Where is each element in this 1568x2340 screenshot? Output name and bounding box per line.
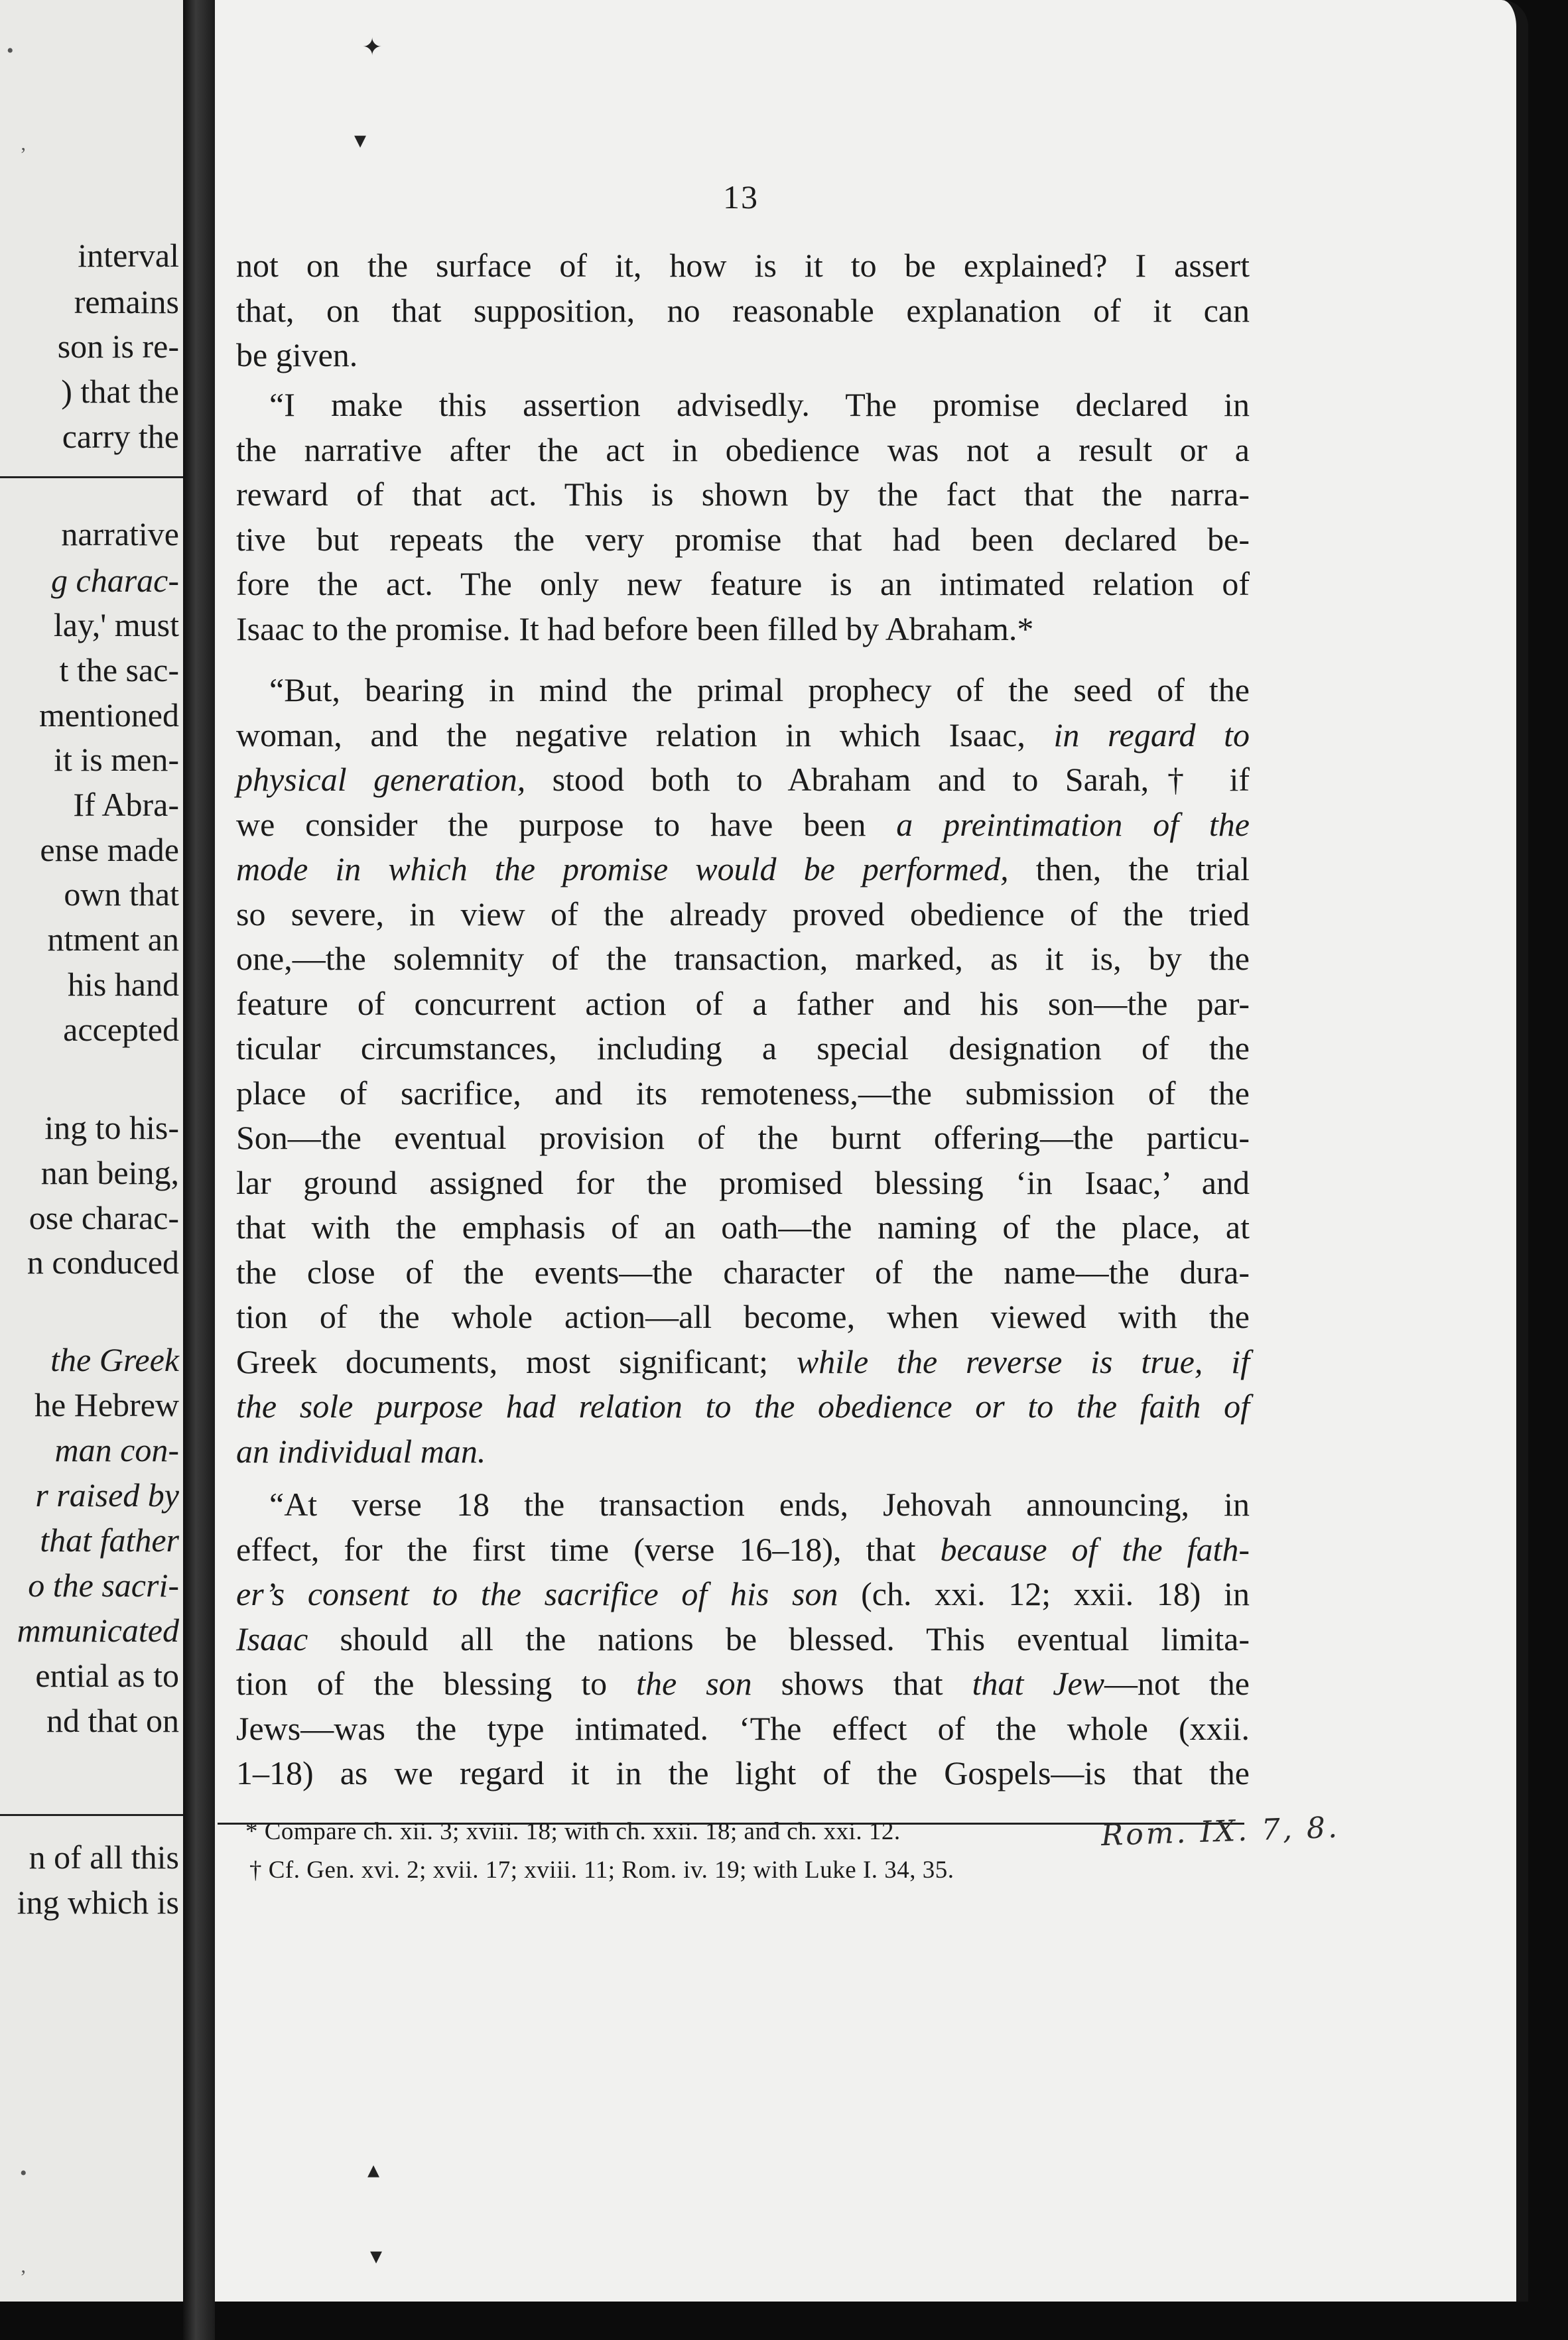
text-line <box>236 849 1250 889</box>
left-page-line: own that <box>64 876 179 913</box>
text-line <box>236 335 358 375</box>
text-line <box>269 670 1250 710</box>
margin-speck: ‚ <box>20 2255 27 2277</box>
text-line <box>236 1753 1250 1793</box>
text-line <box>236 1297 1250 1336</box>
left-page-line: man con- <box>54 1431 179 1468</box>
text-line <box>236 1709 1250 1748</box>
text-run: the close of the events—the character of the name—the dura- <box>236 1253 1250 1291</box>
italic-run: an individual man. <box>236 1432 486 1470</box>
text-run: tion of the blessing to <box>236 1665 637 1702</box>
left-page-line: If Abra- <box>73 786 179 823</box>
left-page-line: ential as to <box>35 1657 179 1694</box>
margin-speck: ‚ <box>20 133 27 155</box>
text-run: tive but repeats the very promise that had been declared be- <box>236 520 1250 558</box>
left-page-line: ntment an <box>47 921 179 958</box>
text-line <box>236 1574 1250 1614</box>
text-run: that, on that supposition, no reasonable explanation of it can <box>236 291 1250 329</box>
footnote-1: * Compare ch. xii. 3; xviii. 18; with ch. xxii. 18; and ch. xxi. 12. <box>245 1818 901 1845</box>
text-line <box>236 894 1250 934</box>
left-page-line: mentioned <box>38 696 179 734</box>
text-run: should all the nations be blessed. This eventual limita- <box>308 1620 1250 1658</box>
left-page-line: o the sacri- <box>28 1567 179 1604</box>
left-page-line: ) that the <box>61 373 179 410</box>
left-page-line: n of all this <box>29 1839 179 1876</box>
italic-run: Isaac <box>236 1620 308 1658</box>
left-page-line: ing which is <box>17 1884 179 1921</box>
page-number: 13 <box>723 178 759 216</box>
previous-page-fragment <box>0 0 183 2302</box>
text-line <box>236 1342 1250 1382</box>
text-run: lar ground assigned for the promised blessing ‘in Isaac,’ and <box>236 1163 1250 1201</box>
left-page-line: accepted <box>63 1011 179 1048</box>
left-page-line: that father <box>40 1522 179 1559</box>
text-line <box>236 1028 1250 1068</box>
text-line <box>236 1663 1250 1703</box>
text-run: place of sacrifice, and its remoteness,—the submission of the <box>236 1074 1250 1112</box>
italic-run: physical generation, <box>236 761 526 798</box>
text-line <box>236 759 1250 799</box>
left-page-line: mmunicated <box>17 1612 179 1649</box>
text-run: fore the act. The only new feature is an intimated relation of <box>236 565 1250 602</box>
text-run: then, the trial <box>1008 850 1250 887</box>
text-run: not on the surface of it, how is it to be explained? I assert <box>236 247 1250 284</box>
margin-speck: • <box>7 40 14 62</box>
text-run: so severe, in view of the already proved obedience of the tried <box>236 895 1250 933</box>
footnote-2: † Cf. Gen. xvi. 2; xvii. 17; xviii. 11; Rom. iv. 19; with Luke I. 34, 35. <box>249 1856 954 1884</box>
text-run: —not the <box>1104 1665 1250 1702</box>
text-run: that with the emphasis of an oath—the naming of the place, at <box>236 1208 1250 1246</box>
left-page-line: lay,' must <box>53 606 179 643</box>
text-line <box>236 1386 1250 1426</box>
text-line <box>236 1431 486 1471</box>
text-line <box>236 1118 1250 1157</box>
italic-run: a preintimation of the <box>896 805 1250 843</box>
book-page <box>215 0 1528 2302</box>
text-run: we consider the purpose to have been <box>236 805 897 843</box>
text-line <box>236 1529 1250 1569</box>
text-run: (ch. xxi. 12; xxii. 18) in <box>838 1575 1250 1612</box>
text-run: woman, and the negative relation in which Isaac, <box>236 716 1054 753</box>
text-line <box>236 1073 1250 1113</box>
text-run: ticular circumstances, including a special designation of the <box>236 1029 1250 1067</box>
left-page-line: carry the <box>62 418 179 455</box>
left-page-line: son is re- <box>57 328 179 365</box>
left-page-line: remains <box>74 283 179 320</box>
left-page-line: he Hebrew <box>34 1386 179 1423</box>
text-line <box>236 1163 1250 1202</box>
ink-speck: ▾ <box>370 2242 383 2269</box>
text-run: “But, bearing in mind the primal prophecy of the seed of the <box>269 671 1250 708</box>
text-line <box>236 564 1250 604</box>
text-line <box>236 939 1250 978</box>
text-run: reward of that act. This is shown by the fact that the narra- <box>236 476 1250 513</box>
text-line <box>236 291 1250 330</box>
text-run: shows that <box>751 1665 972 1702</box>
text-run: be given. <box>236 336 358 373</box>
text-run: Jews—was the type intimated. ‘The effect of the whole (xxii. <box>236 1709 1250 1747</box>
left-page-line: ose charac- <box>29 1199 179 1236</box>
italic-run: because of the fath- <box>940 1530 1250 1568</box>
left-page-line: interval <box>78 237 179 274</box>
text-line <box>236 984 1250 1023</box>
text-line <box>236 1252 1250 1292</box>
text-run: Greek documents, most significant; <box>236 1342 797 1380</box>
text-line <box>236 430 1250 470</box>
text-run: one,—the solemnity of the transaction, marked, as it is, by the <box>236 940 1250 977</box>
left-page-line: ing to his- <box>44 1109 179 1146</box>
text-run: Isaac to the promise. It had before been filled by Abraham.* <box>236 610 1034 647</box>
ink-speck: ▾ <box>354 127 367 153</box>
ink-speck: ✦ <box>362 34 383 60</box>
text-line <box>236 1619 1250 1659</box>
text-line <box>236 474 1250 514</box>
left-page-line: nan being, <box>40 1154 179 1191</box>
text-run: effect, for the first time (verse 16–18), that <box>236 1530 941 1568</box>
left-page-line: t the sac- <box>59 651 179 688</box>
left-page-line: g charac- <box>51 562 179 599</box>
text-line <box>236 1207 1250 1247</box>
text-line <box>236 609 1033 649</box>
ink-speck: ▴ <box>367 2156 380 2183</box>
left-page-line: narrative <box>61 515 179 552</box>
text-line <box>236 805 1250 844</box>
left-page-rule <box>0 1814 183 1816</box>
text-run: the narrative after the act in obedience was not a result or a <box>236 430 1250 468</box>
left-page-rule <box>0 476 183 478</box>
left-page-line: it is men- <box>54 741 179 778</box>
italic-run: in regard to <box>1053 716 1250 753</box>
left-page-line: the Greek <box>50 1341 179 1378</box>
text-run: stood both to Abraham and to Sarah,† if <box>525 761 1250 798</box>
text-line <box>236 519 1250 559</box>
margin-speck: • <box>20 2162 27 2184</box>
text-line <box>269 1484 1250 1524</box>
text-line <box>269 385 1250 424</box>
text-run: 1–18) as we regard it in the light of the Gospels—is that the <box>236 1754 1250 1791</box>
italic-run: mode in which the promise would be performed, <box>236 850 1009 887</box>
left-page-line: his hand <box>67 966 179 1003</box>
italic-run: that Jew <box>972 1665 1105 1702</box>
text-line <box>236 245 1250 285</box>
left-page-line: n conduced <box>27 1244 179 1281</box>
left-page-line: ense made <box>40 831 179 868</box>
left-page-line: r raised by <box>35 1476 179 1514</box>
text-run: “I make this assertion advisedly. The promise declared in <box>269 386 1250 423</box>
text-run: “At verse 18 the transaction ends, Jehovah announcing, in <box>269 1486 1250 1523</box>
left-page-line: nd that on <box>46 1702 179 1739</box>
book-gutter <box>183 0 215 2340</box>
text-run: feature of concurrent action of a father and his son—the par- <box>236 984 1250 1022</box>
handwritten-annotation: Rom. IX. 7, 8. <box>1100 1810 1340 1853</box>
text-run: tion of the whole action—all become, when viewed with the <box>236 1298 1250 1335</box>
italic-run: er’s consent to the sacrifice of his son <box>236 1575 838 1612</box>
text-line <box>236 715 1250 755</box>
italic-run: while the reverse is true, if <box>796 1342 1250 1380</box>
italic-run: the sole purpose had relation to the obedience or to the faith of <box>236 1388 1250 1425</box>
text-run: Son—the eventual provision of the burnt offering—the particu- <box>236 1119 1250 1156</box>
italic-run: the son <box>636 1665 752 1702</box>
